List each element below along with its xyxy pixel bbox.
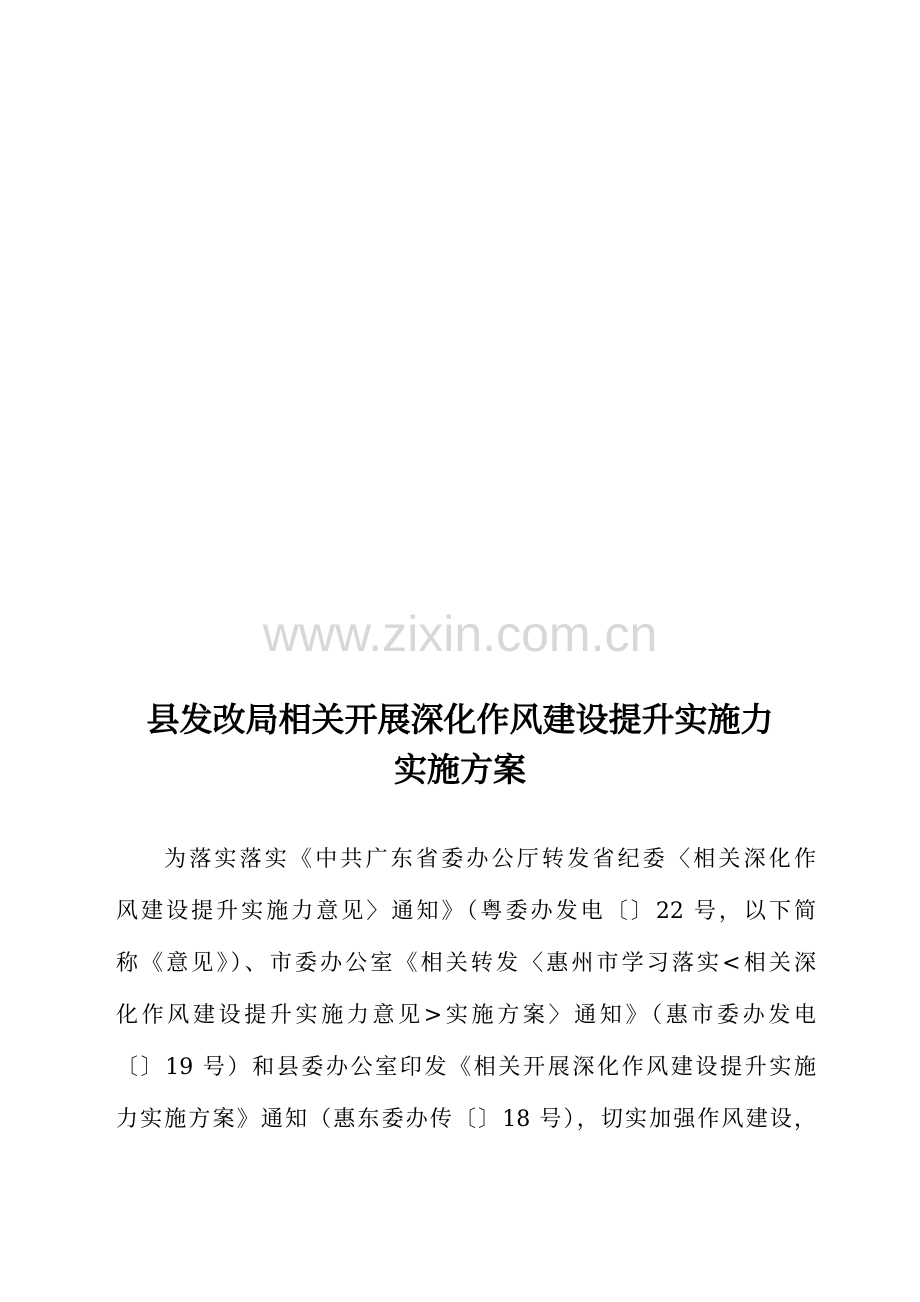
paragraph-line: 风建设提升实施力意见〉通知》（粤委办发电〔〕22 号，以下简 [116, 899, 816, 924]
document-title-line-1: 县发改局相关开展深化作风建设提升实施力 [146, 700, 774, 739]
paragraph-line: 为落实落实《中共广东省委办公厅转发省纪委〈相关深化作 [164, 847, 816, 872]
paragraph-line: 〔〕19 号）和县委办公室印发《相关开展深化作风建设提升实施 [116, 1055, 816, 1080]
document-title-line-2: 实施方案 [394, 750, 526, 789]
watermark: www.zixin.com.cn [262, 606, 658, 662]
paragraph-line: 力实施方案》通知（惠东委办传〔〕18 号），切实加强作风建设， [116, 1107, 816, 1132]
paragraph-line: 化作风建设提升实施力意见>实施方案〉通知》（惠市委办发电 [116, 1003, 816, 1028]
paragraph-line: 称《意见》）、市委办公室《相关转发〈惠州市学习落实<相关深 [116, 951, 816, 976]
